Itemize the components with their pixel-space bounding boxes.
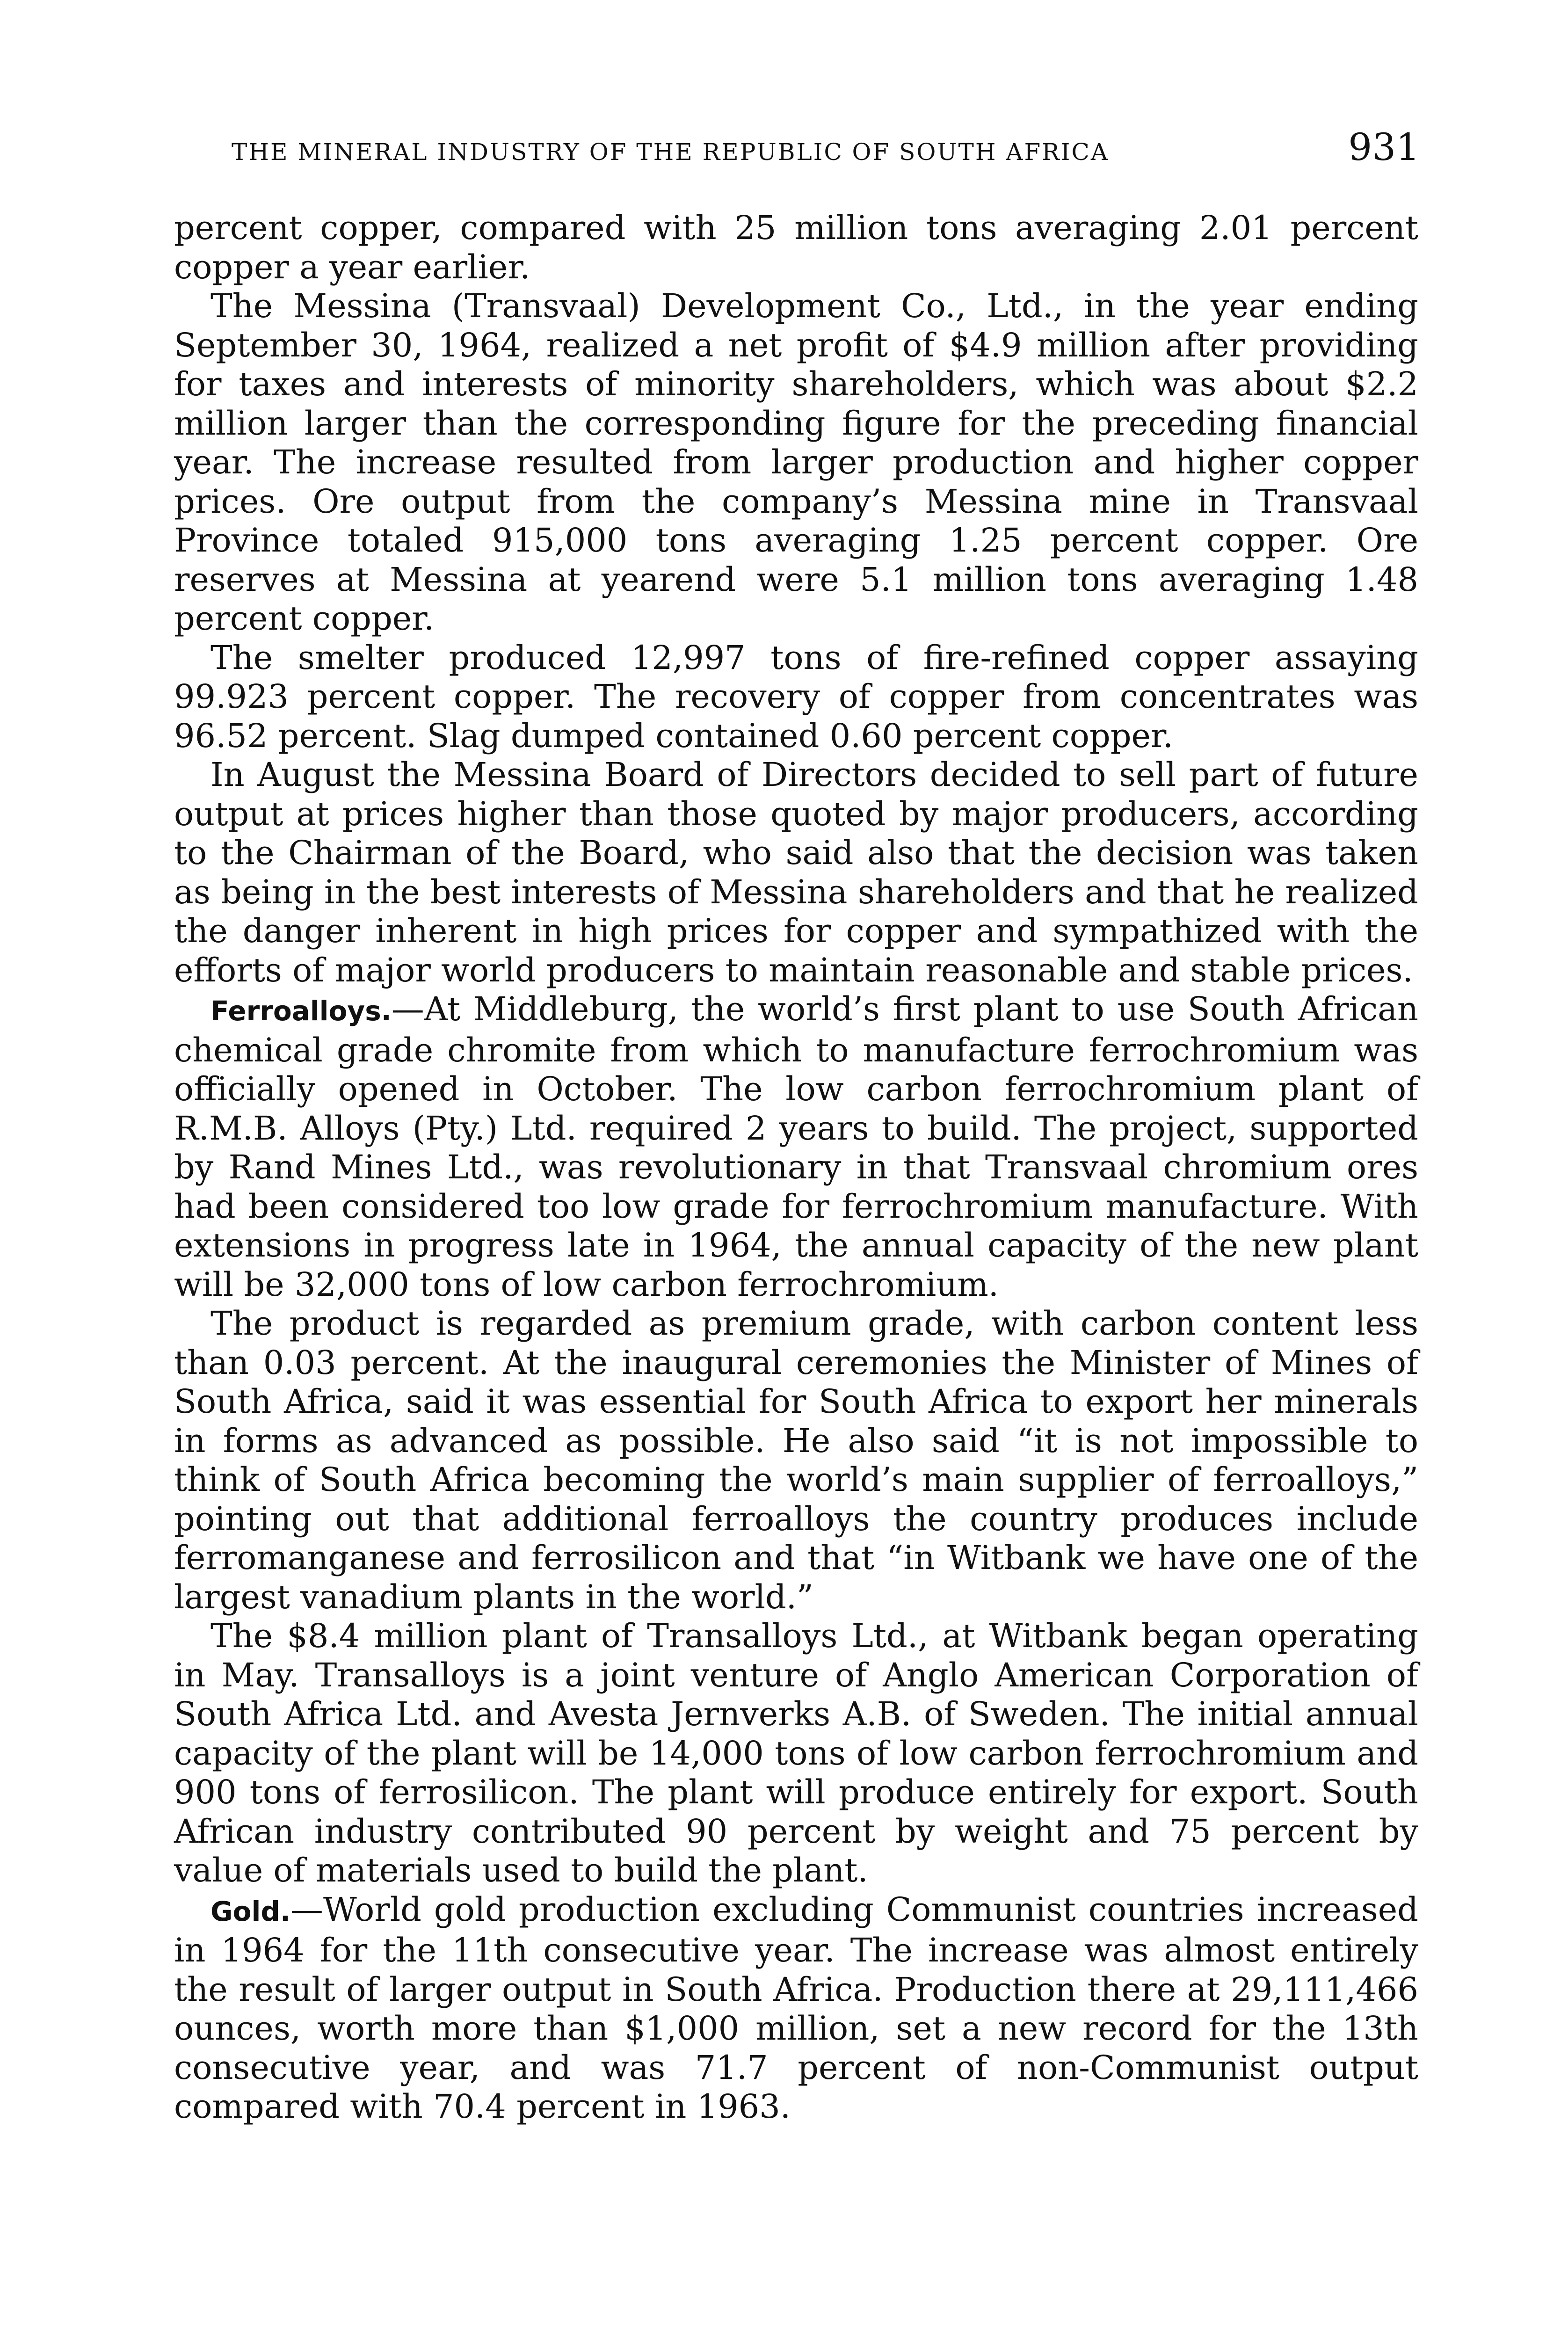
paragraph-text: —At Middleburg, the world’s first plant to use South African chemical grade chromite from which to manufacture ferrochromium was officially opened in October. The low carbon ferrochromium plant of R.M.B. Alloys (Pty.) Ltd. required 2 years to build. The project, supported by Rand Mines Ltd., was revolutionary in that Transvaal chromium ores had been considered too low grade for ferrochromium manufacture. With extensions in progress late in 1964, the annual capacity of the new plant will be 32,000 tons of low carbon ferrochromium. — [174, 990, 1418, 1304]
paragraph-premium-grade — [174, 1304, 1418, 1617]
section-heading-gold: Gold. — [211, 1895, 290, 1927]
paragraph-text: In August the Messina Board of Directors decided to sell part of future output at prices higher than those quoted by major producers, according to the Chairman of the Board, who said also that the decision was taken as being in the best interests of Messina shareholders and that he realized the danger inherent in high prices for copper and sympathized with the efforts of major world producers to maintain reasonable and stable prices. — [174, 755, 1418, 989]
paragraph-messina-board — [174, 755, 1418, 990]
body-text — [174, 209, 1418, 2127]
paragraph-text: percent copper, compared with 25 million tons averaging 2.01 percent copper a year earlier. — [174, 209, 1418, 286]
paragraph-text: The smelter produced 12,997 tons of fire-refined copper assaying 99.923 percent copper. The recovery of copper from concentrates was 96.52 percent. Slag dumped contained 0.60 percent copper. — [174, 638, 1418, 755]
paragraph-text: The product is regarded as premium grade, with carbon content less than 0.03 percent. At the inaugural ceremonies the Minister of Mines of South Africa, said it was essential for South Africa to export her minerals in forms as advanced as possible. He also said “it is not impossible to think of South Africa becoming the world’s main supplier of ferroalloys,” pointing out that additional ferroalloys the country produces include ferromanganese and ferrosilicon and that “in Witbank we have one of the largest vanadium plants in the world.” — [174, 1304, 1418, 1616]
paragraph-gold — [174, 1890, 1418, 2127]
running-header — [232, 125, 1420, 177]
paragraph-ferroalloys — [174, 990, 1418, 1304]
page-number: 931 — [1348, 125, 1420, 169]
paragraph-text: —World gold production excluding Communist countries increased in 1964 for the 11th consecutive year. The increase was almost entirely the result of larger output in South Africa. Production there at 29,111,466 ounces, worth more than $1,000 million, set a new record for the 13th consecutive year, and was 71.7 percent of non-Communist output compared with 70.4 percent in 1963. — [174, 1890, 1418, 2126]
paragraph-transalloys — [174, 1617, 1418, 1890]
paragraph-text: The Messina (Transvaal) Development Co., Ltd., in the year ending September 30, 1964, realized a net profit of $4.9 million after providing for taxes and interests of minority shareholders, which was about $2.2 million larger than the corresponding figure for the preceding financial year. The increase resulted from larger production and higher copper prices. Ore output from the company’s Messina mine in Transvaal Province totaled 915,000 tons averaging 1.25 percent copper. Ore reserves at Messina at yearend were 5.1 million tons averaging 1.48 percent copper. — [174, 287, 1418, 638]
paragraph-messina-profit — [174, 287, 1418, 639]
paragraph-text: The $8.4 million plant of Transalloys Ltd., at Witbank began operating in May. Transalloys is a joint venture of Anglo American Corporation of South Africa Ltd. and Avesta Jernverks A.B. of Sweden. The initial annual capacity of the plant will be 14,000 tons of low carbon ferrochromium and 900 tons of ferrosilicon. The plant will produce entirely for export. South African industry contributed 90 percent by weight and 75 percent by value of materials used to build the plant. — [174, 1617, 1418, 1889]
paragraph-copper-reserves — [174, 209, 1418, 287]
paragraph-smelter — [174, 639, 1418, 756]
running-title: THE MINERAL INDUSTRY OF THE REPUBLIC OF SOUTH AFRICA — [232, 138, 1109, 166]
section-heading-ferroalloys: Ferroalloys. — [211, 995, 392, 1027]
